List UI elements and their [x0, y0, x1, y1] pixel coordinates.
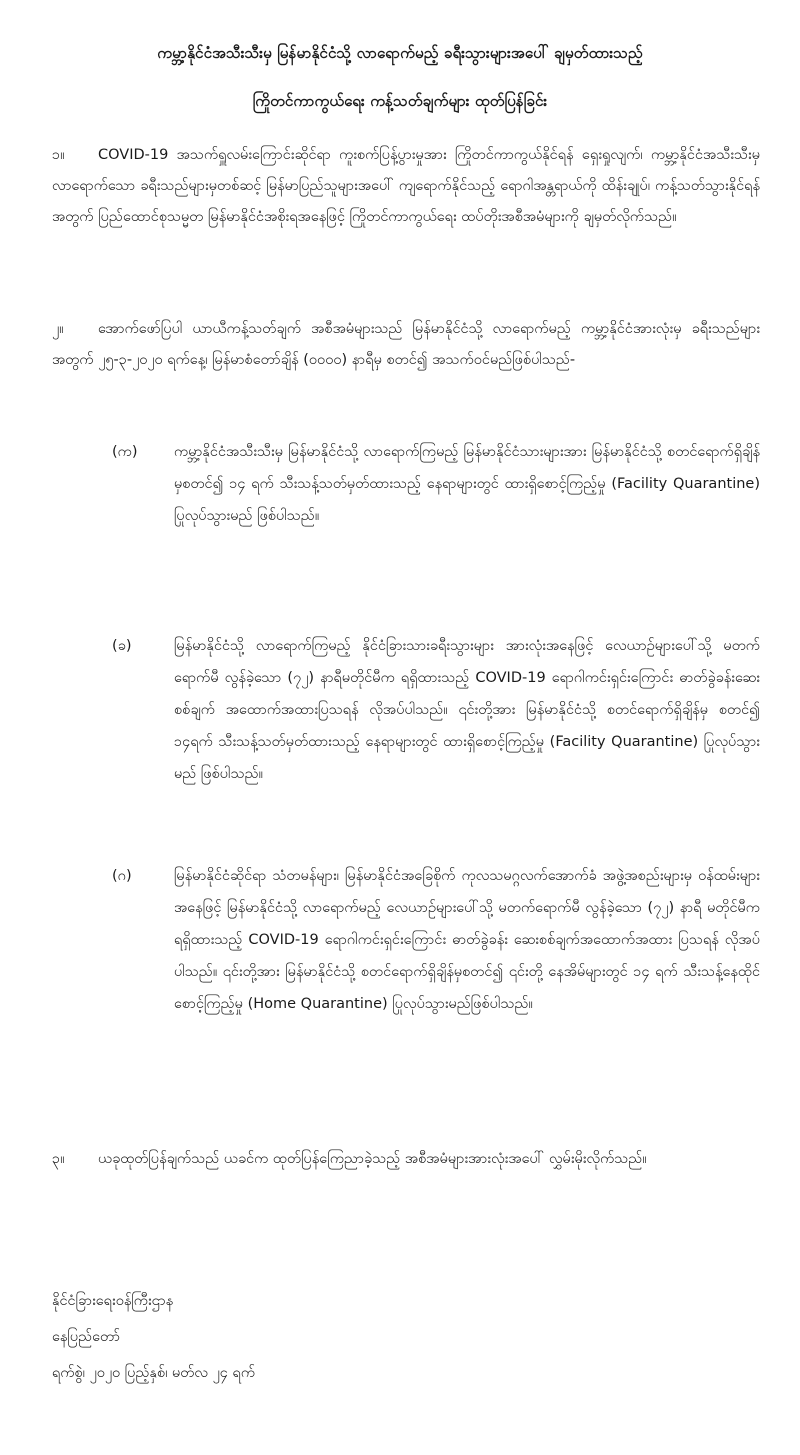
subitem-number: (ခ): [112, 638, 132, 654]
signature-ministry: နိုင်ငံခြားရေးဝန်ကြီးဌာန: [52, 1293, 174, 1309]
subitem-text: မြန်မာနိုင်ငံဆိုင်ရာ သံတမန်များ၊ မြန်မာနိုင်ငံအခြေစိုက် ကုလသမဂ္ဂလက်အောက်ခံ အဖွဲ့အစည်းများမှ ဝန်ထမ်းများအနေဖြင့် မြန်မာနိုင်ငံသို့ လာရောက်မည့် လေယာဉ်များပေါ်သို့ မတက်ရောက်မီ လွန်ခဲ့သော (၇၂) နာရီ မတိုင်မီက ရရှိထားသည့် COVID-19 ရောဂါကင်းရှင်းကြောင်း ဓာတ်ခွဲခန်း ဆေးစစ်ချက်အထောက်အထား ပြသရန် လိုအပ်ပါသည်။ ၎င်းတို့အား မြန်မာနိုင်ငံသို့ စတင်ရောက်ရှိချိန်မှစတင်၍ ၎င်းတို့ နေအိမ်များတွင် ၁၄ ရက် သီးသန့်နေထိုင်စောင့်ကြည့်မှု (Home Quarantine) ပြုလုပ်သွားမည်ဖြစ်ပါသည်။: [174, 868, 760, 1012]
subitem-text: ကမ္ဘာ့နိုင်ငံအသီးသီးမှ မြန်မာနိုင်ငံသို့ လာရောက်ကြမည့် မြန်မာနိုင်ငံသားများအား မြန်မာနိုင်ငံသို့ စတင်ရောက်ရှိချိန်မှစတင်၍ ၁၄ ရက် သီးသန့်သတ်မှတ်ထားသည့် နေရာများတွင် ထားရှိစောင့်ကြည့်မှု (Facility Quarantine) ပြုလုပ်သွားမည် ဖြစ်ပါသည်။: [174, 444, 760, 524]
paragraph-text: ယခုထုတ်ပြန်ချက်သည် ယခင်က ထုတ်ပြန်ကြေညာခဲ့သည့် အစီအမံများအားလုံးအပေါ် လွှမ်းမိုးလိုက်သည်။: [98, 1151, 647, 1167]
document-title-line-2: ကြိုတင်ကာကွယ်ရေး ကန့်သတ်ချက်များ ထုတ်ပြန်ခြင်း: [252, 92, 548, 110]
subitem-kha: [112, 630, 760, 790]
subitem-number: (က): [112, 444, 138, 460]
subitem-ka: [112, 436, 760, 532]
paragraph-2: [52, 314, 760, 376]
paragraph-text: COVID-19 အသက်ရှူလမ်းကြောင်းဆိုင်ရာ ကူးစက်ပြန့်ပွားမှုအား ကြိုတင်ကာကွယ်နိုင်ရန် ရှေးရှုလျက်၊ ကမ္ဘာ့နိုင်ငံအသီးသီးမှ လာရောက်သော ခရီးသည်များမှတစ်ဆင့် မြန်မာပြည်သူများအပေါ် ကျရောက်နိုင်သည့် ရောဂါအန္တရာယ်ကို ထိန်းချုပ်၊ ကန့်သတ်သွားနိုင်ရန်အတွက် ပြည်ထောင်စုသမ္မတ မြန်မာနိုင်ငံအစိုးရအနေဖြင့် ကြိုတင်ကာကွယ်ရေး ထပ်တိုးအစီအမံများကို ချမှတ်လိုက်သည်။: [52, 147, 760, 225]
signature-city: နေပြည်တော်: [52, 1329, 121, 1345]
paragraph-number: ၁။: [52, 147, 65, 163]
signature-date: ရက်စွဲ၊ ၂၀၂၀ ပြည့်နှစ်၊ မတ်လ ၂၄ ရက်: [52, 1365, 256, 1381]
subitem-text: မြန်မာနိုင်ငံသို့ လာရောက်ကြမည့် နိုင်ငံခြားသားခရီးသွားများ အားလုံးအနေဖြင့် လေယာဉ်များပေါ်သို့ မတက်ရောက်မီ လွန်ခဲ့သော (၇၂) နာရီမတိုင်မီက ရရှိထားသည့် COVID-19 ရောဂါကင်းရှင်းကြောင်း ဓာတ်ခွဲခန်းဆေးစစ်ချက် အထောက်အထားပြသရန် လိုအပ်ပါသည်။ ၎င်းတို့အား မြန်မာနိုင်ငံသို့ စတင်ရောက်ရှိချိန်မှ စတင်၍ ၁၄ရက် သီးသန့်သတ်မှတ်ထားသည့် နေရာများတွင် ထားရှိစောင့်ကြည့်မှု (Facility Quarantine) ပြုလုပ်သွားမည် ဖြစ်ပါသည်။: [174, 638, 760, 782]
subitem-ga: [112, 860, 760, 1020]
paragraph-3: [52, 1144, 760, 1175]
subitem-number: (ဂ): [112, 868, 132, 884]
paragraph-number: ၂။: [52, 321, 64, 337]
document-title-line-1: ကမ္ဘာ့နိုင်ငံအသီးသီးမှ မြန်မာနိုင်ငံသို့ လာရောက်မည့် ခရီးသွားများအပေါ် ချမှတ်ထားသည့်: [157, 44, 643, 62]
paragraph-text: အောက်ဖော်ပြပါ ယာယီကန့်သတ်ချက် အစီအမံများသည် မြန်မာနိုင်ငံသို့ လာရောက်မည့် ကမ္ဘာ့နိုင်ငံအားလုံးမှ ခရီးသည်များအတွက် ၂၅-၃-၂၀၂၀ ရက်နေ့၊ မြန်မာစံတော်ချိန် (၀၀၀၀) နာရီမှ စတင်၍ အသက်ဝင်မည်ဖြစ်ပါသည်-: [52, 321, 760, 368]
paragraph-1: [52, 140, 760, 233]
paragraph-number: ၃။: [52, 1151, 65, 1167]
